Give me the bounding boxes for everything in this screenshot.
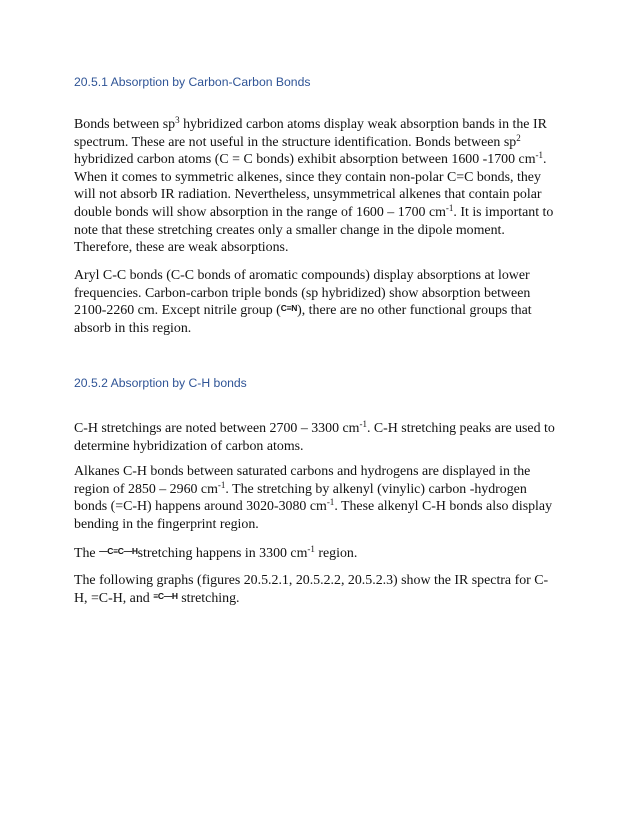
text-run: . The stretching by alkenyl (vinylic) carbon -hydrogen bonds (=C-H) happens around 3020-3080 cm xyxy=(74,481,527,515)
text-run: . When it comes to symmetric alkenes, since they contain non-polar C=C bonds, they will not absorb IR radiation. Nevertheless, unsymmetrical alkenes that contain polar double bonds will show absorption in the range of 1600 – 1700 cm xyxy=(74,152,547,220)
text-run: The following graphs (figures 20.5.2.1, 20.5.2.2, 20.5.2.3) show the IR spectra for C-H, =C-H, and xyxy=(74,573,549,606)
section-heading-c-h-bonds: 20.5.2 Absorption by C-H bonds xyxy=(74,376,247,390)
alkyne-structure-glyph: —C≡C—H xyxy=(99,546,138,556)
paragraph-alkyne-stretching xyxy=(74,545,558,563)
text-run: C-H stretchings are noted between 2700 – 3300 cm xyxy=(74,421,360,436)
text-run: The xyxy=(74,546,100,561)
superscript: 2 xyxy=(516,132,521,143)
superscript: -1 xyxy=(326,497,335,508)
text-run: hybridized carbon atoms (C = C bonds) exhibit absorption between 1600 -1700 cm xyxy=(74,152,536,168)
paragraph-following-graphs xyxy=(74,572,558,607)
text-run: stretching. xyxy=(177,590,240,606)
text-run: region. xyxy=(314,546,358,561)
superscript: -1 xyxy=(445,202,454,213)
text-run: . These alkenyl C-H bonds also display bending in the fingerprint region. xyxy=(74,499,553,532)
superscript: -1 xyxy=(307,544,315,554)
text-run: ), there are no other functional groups that absorb in this region. xyxy=(74,303,532,336)
superscript: -1 xyxy=(535,150,544,161)
section-heading-carbon-carbon: 20.5.1 Absorption by Carbon-Carbon Bonds xyxy=(74,75,311,89)
text-run: . It is important to note that these stretching creates only a smaller change in the dipole moment. Therefore, these are weak absorptions. xyxy=(74,204,554,256)
superscript: -1 xyxy=(359,419,367,429)
text-run: stretching happens in 3300 cm xyxy=(137,546,308,561)
text-run: hybridized carbon atoms display weak absorption bands in the IR spectrum. These are not useful in the structure identification. Bonds between sp xyxy=(74,117,547,150)
text-run: . C-H stretching peaks are used to determine hybridization of carbon atoms. xyxy=(74,421,555,454)
superscript: -1 xyxy=(217,479,226,490)
nitrile-structure-glyph: C≡N xyxy=(280,303,298,314)
paragraph-aryl-triple-bonds xyxy=(74,267,558,337)
text-run: Bonds between sp xyxy=(74,117,176,132)
paragraph-alkanes-alkenyl xyxy=(74,463,558,533)
terminal-alkyne-glyph: ≡C—H xyxy=(153,590,178,601)
text-run: Aryl C-C bonds (C-C bonds of aromatic compounds) display absorptions at lower frequencies. Carbon-carbon triple bonds (sp hybridized) show absorption between 2100-2260 cm. Except nitrile group ( xyxy=(74,268,531,319)
superscript: 3 xyxy=(175,115,180,125)
paragraph-sp-hybridized-bonds xyxy=(74,116,558,257)
paragraph-c-h-stretching xyxy=(74,420,558,455)
text-run: Alkanes C-H bonds between saturated carbons and hydrogens are displayed in the region of 2850 – 2960 cm xyxy=(74,464,531,497)
